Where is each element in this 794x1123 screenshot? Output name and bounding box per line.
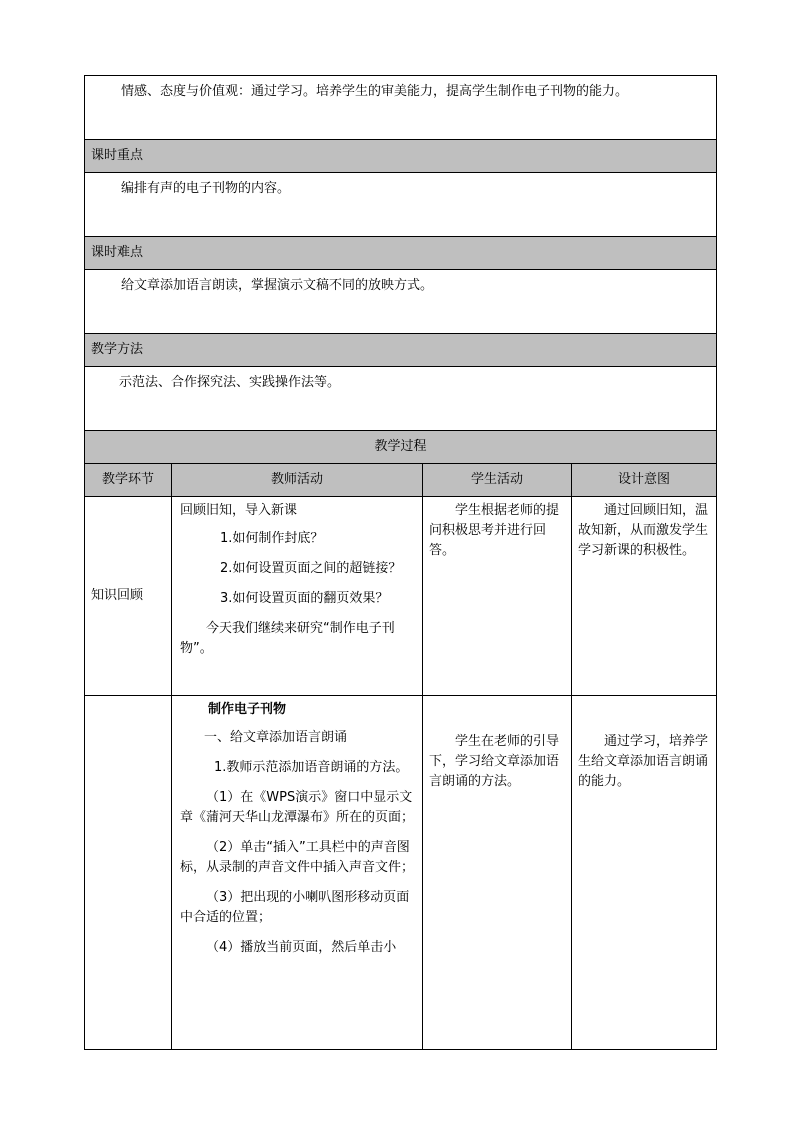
difficulty-text: 给文章添加语言朗读，掌握演示文稿不同的放映方式。 [85, 270, 717, 334]
key-point-text: 编排有声的电子刊物的内容。 [85, 173, 717, 237]
key-point-heading: 课时重点 [91, 148, 144, 163]
table-row [85, 696, 717, 1050]
stage-cell [85, 696, 172, 1050]
method-heading-row [85, 334, 717, 367]
column-header-teacher: 教师活动 [270, 472, 323, 487]
difficulty-row [85, 270, 717, 334]
teacher-activity-cell [172, 497, 423, 696]
difficulty-heading: 课时难点 [91, 245, 144, 260]
teacher-step-3: （3）把出现的小喇叭图形移动页面中合适的位置； [180, 890, 410, 925]
table-row [85, 497, 717, 696]
process-title: 教学过程 [374, 439, 427, 454]
teacher-lead: 1.教师示范添加语音朗诵的方法。 [214, 760, 409, 775]
teacher-step-1: （1）在《WPS演示》窗口中显示文章《蒲河天华山龙潭瀑布》所在的页面； [180, 790, 415, 825]
teacher-intro: 回顾旧知，导入新课 [180, 503, 298, 518]
teacher-question-2: 2.如何设置页面之间的超链接？ [220, 561, 402, 576]
teacher-question-1: 1.如何制作封底？ [220, 531, 324, 546]
student-activity-cell: 学生根据老师的提问积极思考并进行回答。 [423, 497, 572, 696]
column-header-intent: 设计意图 [618, 472, 671, 487]
key-point-heading-row [85, 140, 717, 173]
teacher-section-heading: 一、给文章添加语言朗诵 [204, 730, 348, 745]
process-title-row [85, 431, 717, 464]
method-text: 示范法、合作探究法、实践操作法等。 [85, 367, 717, 431]
method-heading: 教学方法 [91, 342, 144, 357]
column-header-stage: 教学环节 [101, 472, 154, 487]
teacher-topic-title: 制作电子刊物 [208, 702, 287, 717]
design-intent-cell: 通过回顾旧知，温故知新，从而激发学生学习新课的积极性。 [572, 497, 717, 696]
teacher-closing: 今天我们继续来研究“制作电子刊物”。 [180, 621, 395, 656]
emotion-goal-text: 情感、态度与价值观：通过学习。培养学生的审美能力，提高学生制作电子刊物的能力。 [85, 76, 717, 140]
lesson-plan-table [84, 75, 717, 1050]
design-intent-cell: 通过学习，培养学生给文章添加语言朗诵的能力。 [572, 696, 717, 1050]
key-point-row [85, 173, 717, 237]
teacher-activity-cell [172, 696, 423, 1050]
stage-cell: 知识回顾 [85, 497, 172, 696]
teacher-question-3: 3.如何设置页面的翻页效果？ [220, 591, 389, 606]
emotion-goal-row [85, 76, 717, 140]
teacher-step-2: （2）单击“插入”工具栏中的声音图标，从录制的声音文件中插入声音文件； [180, 840, 415, 875]
process-column-headers [85, 464, 717, 497]
difficulty-heading-row [85, 237, 717, 270]
column-header-student: 学生活动 [470, 472, 523, 487]
teacher-step-4: （4）播放当前页面，然后单击小 [206, 940, 397, 955]
method-row [85, 367, 717, 431]
student-activity-cell: 学生在老师的引导下，学习给文章添加语言朗诵的方法。 [423, 696, 572, 1050]
